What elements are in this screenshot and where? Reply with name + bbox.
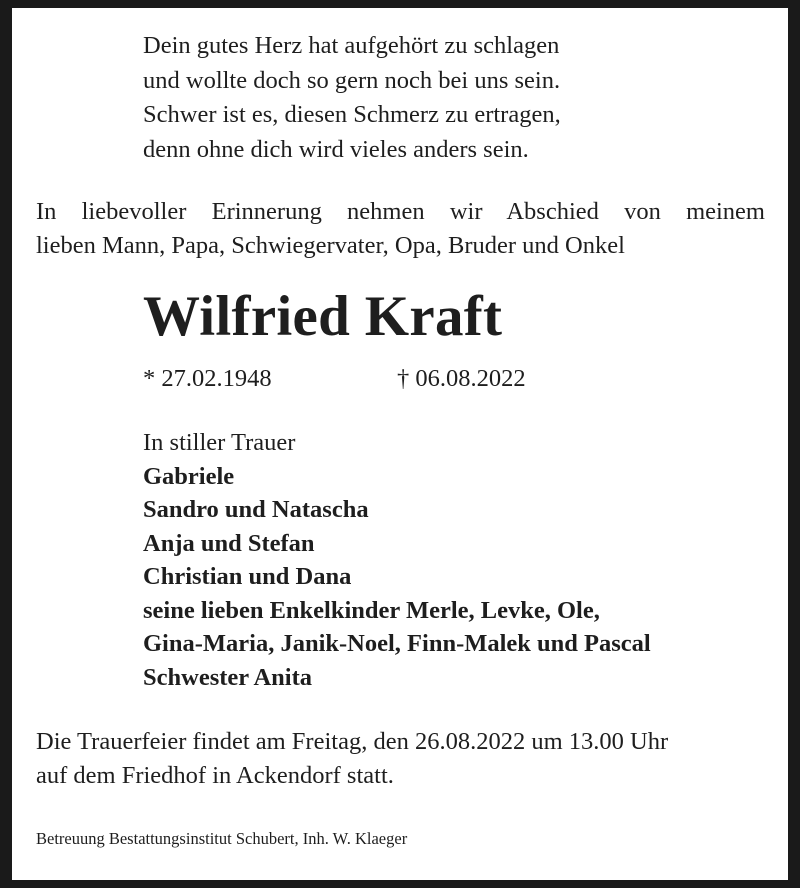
undertaker-credit: Betreuung Bestattungsinstitut Schubert, Inh. W. Klaeger [36,829,408,848]
service-line: Die Trauerfeier findet am Freitag, den 26.08.2022 um 13.00 Uhr [36,728,669,755]
poem-line: und wollte doch so gern noch bei uns sein. [143,66,561,94]
mourner-entry: Schwester Anita [143,663,312,691]
service-line: auf dem Friedhof in Ackendorf statt. [36,762,394,789]
farewell-intro [36,195,765,263]
poem-line: denn ohne dich wird vieles anders sein. [143,135,529,163]
deceased-name: Wilfried Kraft [143,285,503,348]
intro-line: In liebevoller Erinnerung nehmen wir Abschied von meinem [36,198,765,225]
mourners-list [143,426,651,694]
mourning-lead: In stiller Trauer [143,429,296,456]
mourner-entry: Christian und Dana [143,563,352,590]
mourner-entry: seine lieben Enkelkinder Merle, Levke, Ole, [143,596,600,624]
mourner-entry: Gina-Maria, Janik-Noel, Finn-Malek und Pascal [143,630,651,657]
mourner-entry: Sandro und Natascha [143,496,369,523]
poem-line: Dein gutes Herz hat aufgehört zu schlagen [143,32,560,59]
death-date: † 06.08.2022 [397,365,526,392]
memorial-poem [143,29,561,167]
intro-line: lieben Mann, Papa, Schwiegervater, Opa, Bruder und Onkel [36,232,625,259]
birth-date: * 27.02.1948 [143,365,272,392]
funeral-service-info [36,725,668,793]
poem-line: Schwer ist es, diesen Schmerz zu ertragen, [143,101,561,128]
mourner-entry: Gabriele [143,462,235,490]
mourner-entry: Anja und Stefan [143,529,315,557]
